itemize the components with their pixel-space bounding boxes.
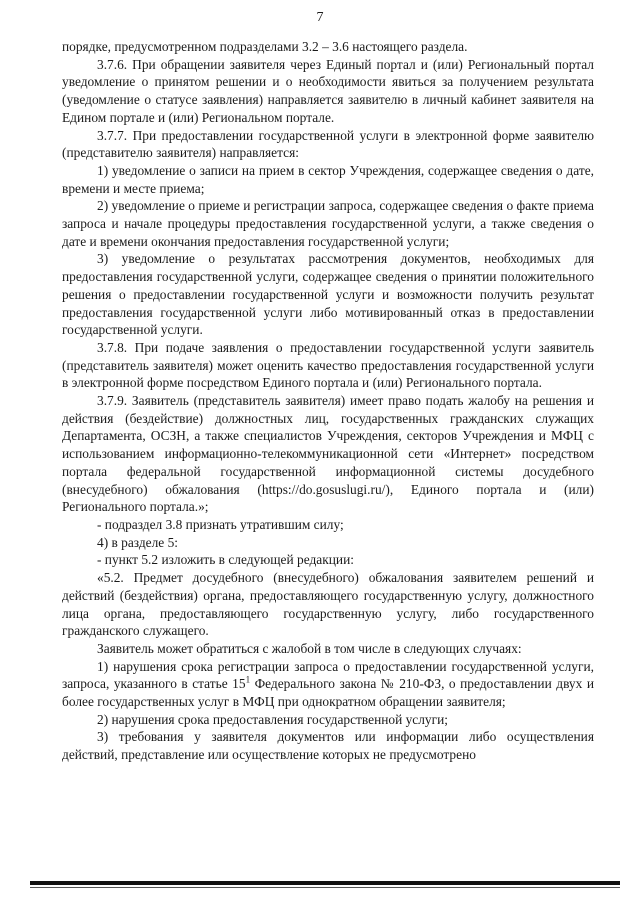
- paragraph-case-3: 3) требования у заявителя документов или информации либо осуществления действий, представление или осуществление которых не предусмотрено: [62, 729, 594, 763]
- paragraph-point-5-2-intro: - пункт 5.2 изложить в следующей редакции:: [97, 552, 354, 568]
- paragraph-0: порядке, предусмотренном подразделами 3.2 – 3.6 настоящего раздела.: [62, 39, 468, 54]
- paragraph-3-7-9: 3.7.9. Заявитель (представитель заявителя) имеет право подать жалобу на решения и действия (бездействие) должностных лиц, государственных гражданских служащих Департамента, ОСЗН, а также специалистов Учреждения, секторов Учреждения и МФЦ с использованием информационно-телекоммуникационной сети «Интернет» посредством портала федеральной государственной информационной системы досудебного (внесудебного) обжалования (https://do.gosuslugi.ru/), Единого портала и (или) Регионального портала.»;: [62, 393, 594, 515]
- case-1-text-b: Федерального закона № 210-ФЗ, о предоставлении двух и более государственных услуг в МФЦ при однократном обращении заявителя;: [62, 676, 594, 710]
- case-1-superscript: 1: [245, 674, 251, 685]
- footer-rule-thin: [30, 887, 620, 888]
- paragraph-item-2: 2) уведомление о приеме и регистрации запроса, содержащее сведения о факте приема запроса и начале процедуры предоставления государственной услуги, а также сведения о дате и времени окончания предоставления государственной услуги;: [62, 198, 594, 249]
- case-1-text-a: 1) нарушения срока регистрации запроса о предоставлении государственной услуги, запроса, указанного в статье 15: [62, 658, 594, 692]
- page-number: 7: [316, 10, 324, 25]
- paragraph-5-2: «5.2. Предмет досудебного (внесудебного) обжалования заявителем решений и действий (бездействия) органа, предоставляющего государственную услугу, должностного лица органа, предоставляющего государственную услугу, либо государственного гражданского служащего.: [62, 570, 594, 639]
- paragraph-section-5: 4) в разделе 5:: [97, 534, 179, 550]
- paragraph-subsection-3-8: - подраздел 3.8 признать утратившим силу;: [97, 516, 344, 532]
- document-body: [62, 38, 594, 764]
- paragraph-item-1: 1) уведомление о записи на прием в сектор Учреждения, содержащее сведения о дате, времени и месте приема;: [62, 162, 594, 196]
- paragraph-complaint-cases: Заявитель может обратиться с жалобой в том числе в следующих случаях:: [97, 640, 522, 656]
- paragraph-item-3: 3) уведомление о результатах рассмотрения документов, необходимых для предоставления государственной услуги, содержащее сведения о принятии положительного решения о предоставлении государственной услуги и возможности получить результат предоставления государственной услуги либо мотивированный отказ в предоставлении государственной услуги.: [62, 251, 594, 338]
- paragraph-3-7-7: 3.7.7. При предоставлении государственной услуги в электронной форме заявителю (представителю заявителя) направляется:: [62, 127, 594, 161]
- paragraph-3-7-6: 3.7.6. При обращении заявителя через Единый портал и (или) Региональный портал уведомление о принятом решении и о необходимости явиться за получением результата (уведомление о статусе заявления) направляется заявителю в личный кабинет заявителя на Едином портале и (или) Региональном портале.: [62, 56, 594, 125]
- paragraph-3-7-8: 3.7.8. При подаче заявления о предоставлении государственной услуги заявитель (представитель заявителя) может оценить качество предоставления государственной услуги в электронной форме посредством Единого портала и (или) Регионального портала.: [62, 339, 594, 391]
- paragraph-case-2: 2) нарушения срока предоставления государственной услуги;: [97, 711, 449, 727]
- footer-rule: [30, 881, 620, 885]
- paragraph-case-1: [62, 658, 594, 711]
